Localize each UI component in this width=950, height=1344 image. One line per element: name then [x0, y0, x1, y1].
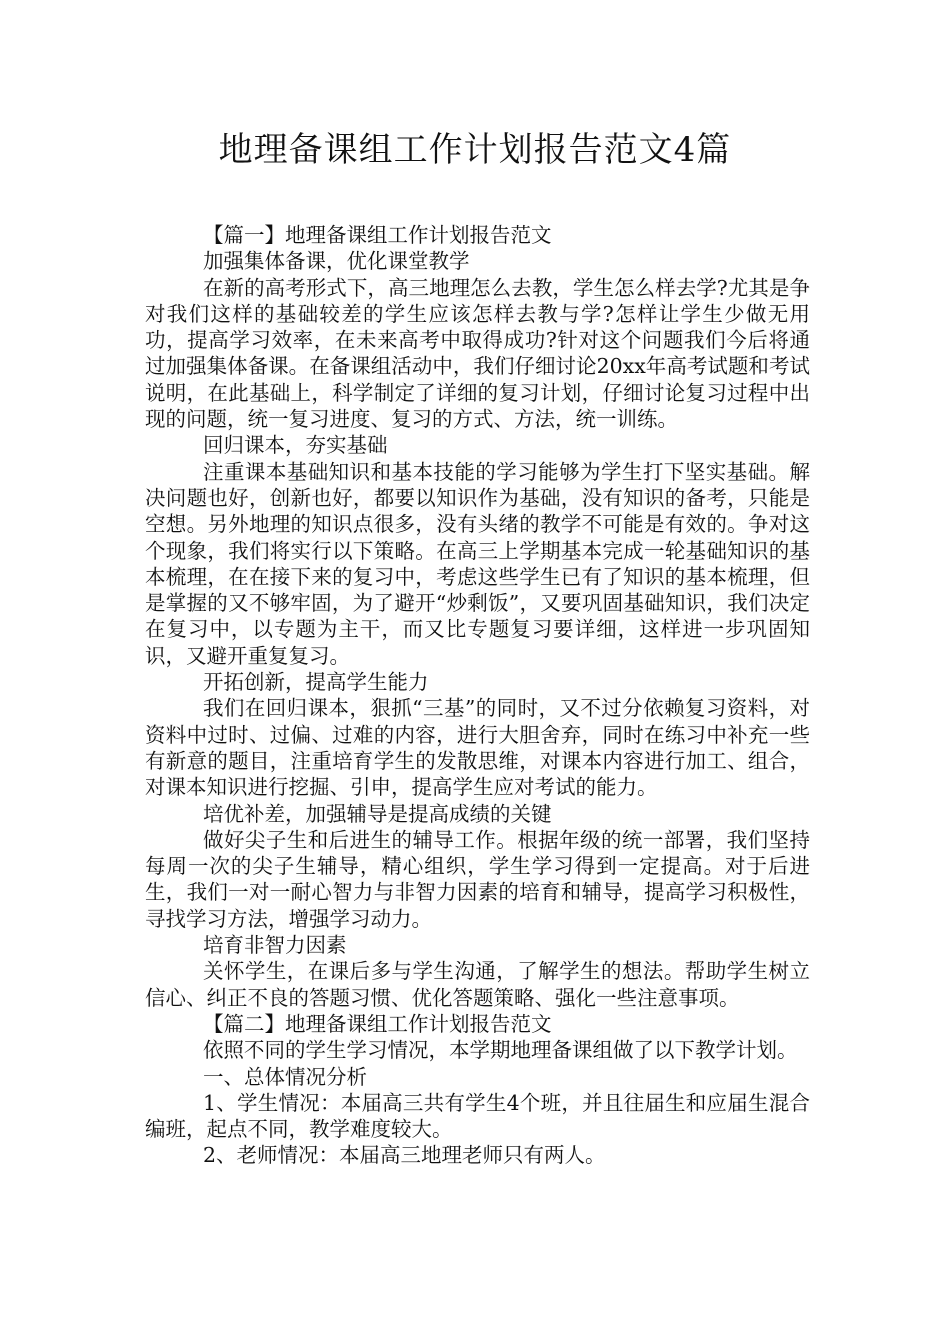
paragraph: 依照不同的学生学习情况，本学期地理备课组做了以下教学计划。 — [203, 1038, 798, 1063]
paragraph: 关怀学生，在课后多与学生沟通，了解学生的想法。帮助学生树立信心、纠正不良的答题习惯、优化答题策略、强化一些注意事项。 — [145, 959, 810, 1010]
section-heading: 【篇二】地理备课组工作计划报告范文 — [203, 1011, 552, 1036]
paragraph: 注重课本基础知识和基本技能的学习能够为学生打下坚实基础。解决问题也好，创新也好，都要以知识作为基础，没有知识的备考，只能是空想。另外地理的知识点很多，没有头绪的教学不可能是有效的。争对这个现象，我们将实行以下策略。在高三上学期基本完成一轮基础知识的基本梳理，在在接下来的复习中，考虑这些学生已有了知识的基本梳理，但是掌握的又不够牢固，为了避开“炒剩饭”，又要巩固基础知识，我们决定在复习中，以专题为主干，而又比专题复习要详细，这样进一步巩固知识，又避开重复复习。 — [145, 459, 810, 668]
subheading: 一、总体情况分析 — [203, 1064, 367, 1089]
paragraph: 在新的高考形式下，高三地理怎么去教，学生怎么样去学?尤其是争对我们这样的基础较差的学生应该怎样去教与学?怎样让学生少做无用功，提高学习效率，在未来高考中取得成功?针对这个问题我们今后将通过加强集体备课。在备课组活动中，我们仔细讨论20xx年高考试题和考试说明，在此基础上，科学制定了详细的复习计划，仔细讨论复习过程中出现的问题，统一复习进度、复习的方式、方法，统一训练。 — [145, 275, 810, 432]
subheading: 加强集体备课，优化课堂教学 — [203, 249, 470, 274]
paragraph: 我们在回归课本，狠抓“三基”的同时，又不过分依赖复习资料，对资料中过时、过偏、过难的内容，进行大胆舍弃，同时在练习中补充一些有新意的题目，注重培育学生的发散思维，对课本内容进行加工、组合，对课本知识进行挖掘、引申，提高学生应对考试的能力。 — [145, 696, 810, 800]
paragraph: 做好尖子生和后进生的辅导工作。根据年级的统一部署，我们坚持每周一次的尖子生辅导，精心组织，学生学习得到一定提高。对于后进生，我们一对一耐心智力与非智力因素的培育和辅导，提高学习积极性，寻找学习方法，增强学习动力。 — [145, 827, 810, 931]
document-body — [145, 222, 810, 1169]
subheading: 培育非智力因素 — [203, 933, 347, 958]
paragraph: 2、老师情况：本届高三地理老师只有两人。 — [203, 1143, 606, 1168]
subheading: 回归课本，夯实基础 — [203, 433, 388, 458]
subheading: 培优补差，加强辅导是提高成绩的关键 — [203, 801, 552, 826]
paragraph: 1、学生情况：本届高三共有学生4个班，并且往届生和应届生混合编班，起点不同，教学难度较大。 — [145, 1090, 810, 1142]
section-heading: 【篇一】地理备课组工作计划报告范文 — [203, 223, 552, 247]
document-title: 地理备课组工作计划报告范文4篇 — [218, 130, 732, 170]
subheading: 开拓创新，提高学生能力 — [203, 670, 429, 695]
